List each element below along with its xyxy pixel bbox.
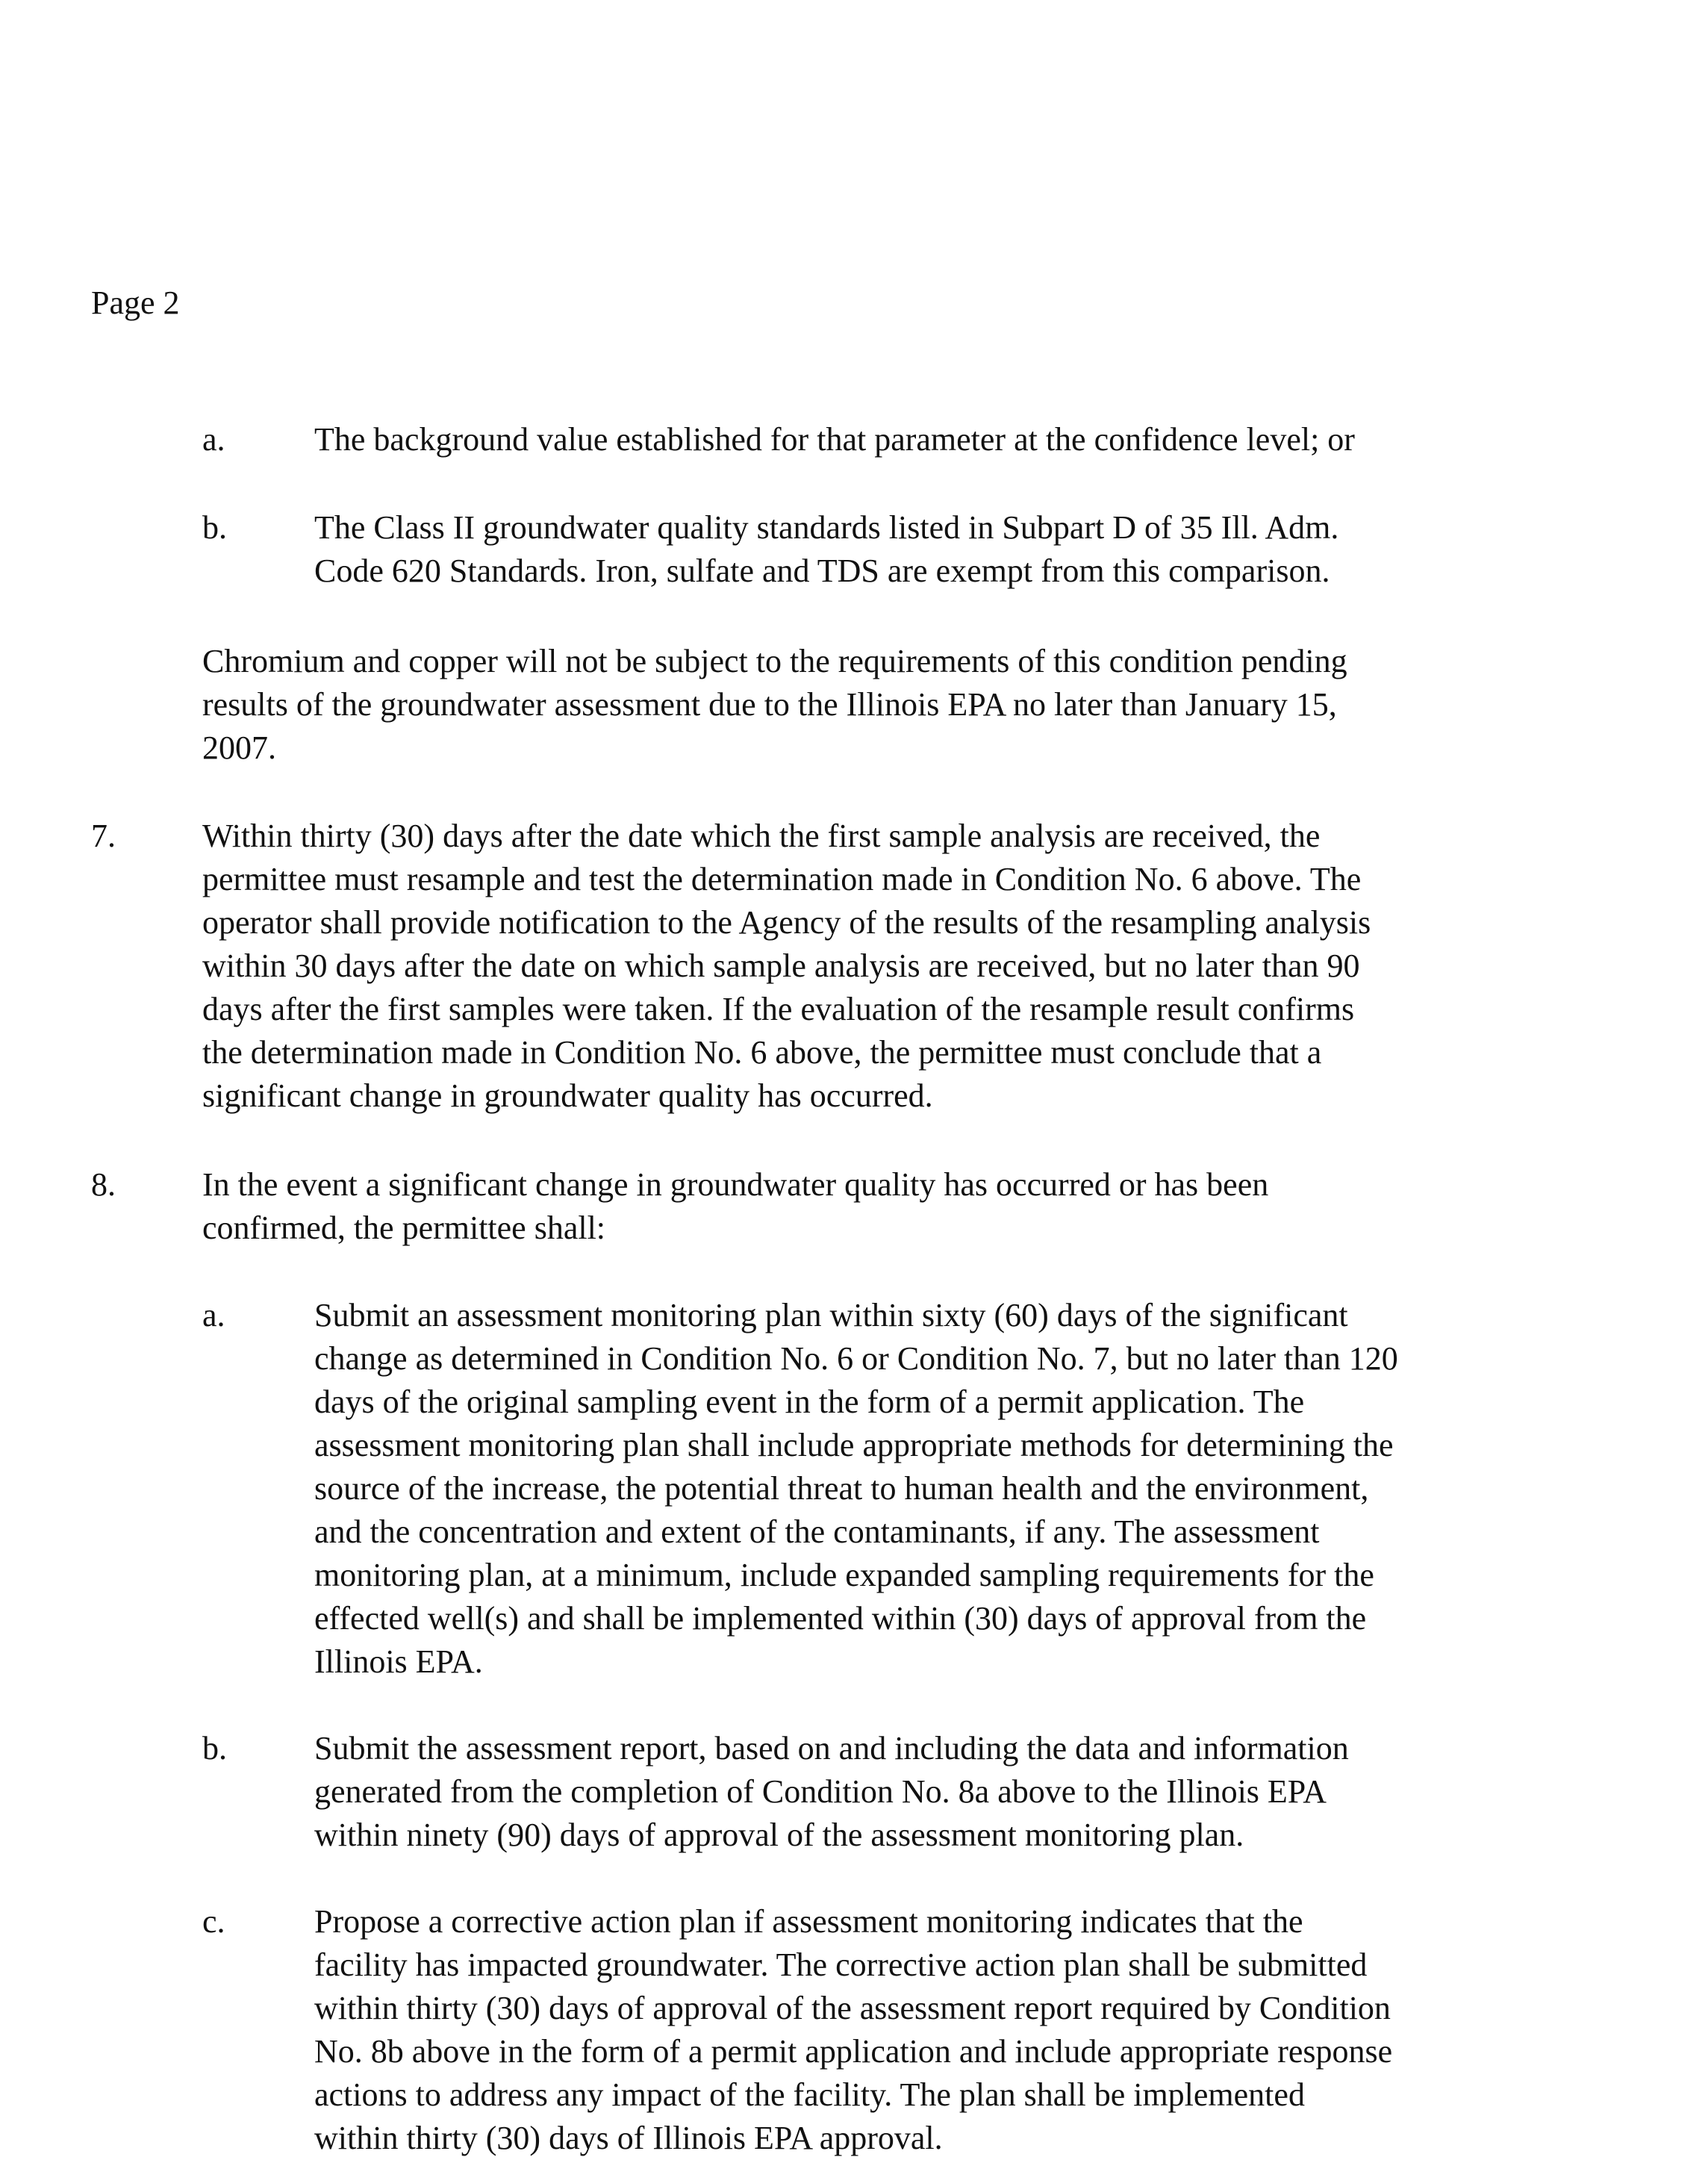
text-line: confirmed, the permittee shall: bbox=[202, 1210, 606, 1246]
text-line: Propose a corrective action plan if assessment monitoring indicates that the bbox=[314, 1903, 1303, 1940]
text-line: actions to address any impact of the facility. The plan shall be implemented bbox=[314, 2076, 1305, 2113]
text-line: Illinois EPA. bbox=[314, 1643, 483, 1680]
item-text bbox=[314, 418, 1355, 461]
text-line: 2007. bbox=[202, 729, 276, 766]
text-line: Submit the assessment report, based on and including the data and information bbox=[314, 1730, 1349, 1767]
item-text bbox=[202, 815, 1371, 1118]
item-label: 8. bbox=[91, 1166, 116, 1203]
text-line: change as determined in Condition No. 6 or Condition No. 7, but no later than 120 bbox=[314, 1340, 1398, 1377]
text-line: results of the groundwater assessment due to the Illinois EPA no later than January 15, bbox=[202, 686, 1337, 723]
text-line: facility has impacted groundwater. The corrective action plan shall be submitted bbox=[314, 1946, 1368, 1983]
text-line: Submit an assessment monitoring plan within sixty (60) days of the significant bbox=[314, 1297, 1348, 1333]
page-number: Page 2 bbox=[91, 284, 180, 321]
text-line: permittee must resample and test the determination made in Condition No. 6 above. The bbox=[202, 861, 1362, 897]
item-label: b. bbox=[202, 1730, 227, 1767]
item-text bbox=[202, 640, 1347, 770]
text-line: within ninety (90) days of approval of the assessment monitoring plan. bbox=[314, 1817, 1244, 1853]
text-line: within 30 days after the date on which sample analysis are received, but no later than 90 bbox=[202, 947, 1360, 984]
text-line: operator shall provide notification to the Agency of the results of the resampling analysis bbox=[202, 904, 1371, 941]
text-line: effected well(s) and shall be implemented within (30) days of approval from the bbox=[314, 1600, 1367, 1637]
text-line: days of the original sampling event in the form of a permit application. The bbox=[314, 1384, 1305, 1420]
text-line: within thirty (30) days of Illinois EPA approval. bbox=[314, 2120, 943, 2156]
text-line: monitoring plan, at a minimum, include expanded sampling requirements for the bbox=[314, 1557, 1374, 1593]
item-text bbox=[314, 1900, 1392, 2160]
text-line: The background value established for that parameter at the confidence level; or bbox=[314, 421, 1355, 458]
text-line: generated from the completion of Condition No. 8a above to the Illinois EPA bbox=[314, 1773, 1327, 1810]
item-label: a. bbox=[202, 1297, 225, 1333]
text-line: Chromium and copper will not be subject to the requirements of this condition pending bbox=[202, 643, 1347, 679]
text-line: assessment monitoring plan shall include appropriate methods for determining the bbox=[314, 1427, 1394, 1463]
text-line: significant change in groundwater quality has occurred. bbox=[202, 1077, 933, 1114]
text-line: source of the increase, the potential threat to human health and the environment, bbox=[314, 1470, 1369, 1507]
text-line: Within thirty (30) days after the date which the first sample analysis are received, the bbox=[202, 818, 1321, 854]
text-line: No. 8b above in the form of a permit application and include appropriate response bbox=[314, 2033, 1393, 2070]
item-label: c. bbox=[202, 1903, 225, 1940]
text-line: and the concentration and extent of the contaminants, if any. The assessment bbox=[314, 1513, 1320, 1550]
text-line: The Class II groundwater quality standards listed in Subpart D of 35 Ill. Adm. bbox=[314, 509, 1339, 546]
text-line: In the event a significant change in groundwater quality has occurred or has been bbox=[202, 1166, 1269, 1203]
item-label: 7. bbox=[91, 818, 116, 854]
item-text bbox=[314, 1294, 1398, 1684]
item-text bbox=[202, 1163, 1268, 1250]
item-text bbox=[314, 1727, 1349, 1857]
text-line: within thirty (30) days of approval of the assessment report required by Condition bbox=[314, 1990, 1391, 2026]
text-line: days after the first samples were taken. If the evaluation of the resample result confirms bbox=[202, 991, 1355, 1027]
item-label: a. bbox=[202, 421, 225, 458]
item-label: b. bbox=[202, 509, 227, 546]
text-line: the determination made in Condition No. 6 above, the permittee must conclude that a bbox=[202, 1034, 1322, 1071]
item-text bbox=[314, 506, 1338, 593]
text-line: Code 620 Standards. Iron, sulfate and TDS are exempt from this comparison. bbox=[314, 553, 1330, 589]
